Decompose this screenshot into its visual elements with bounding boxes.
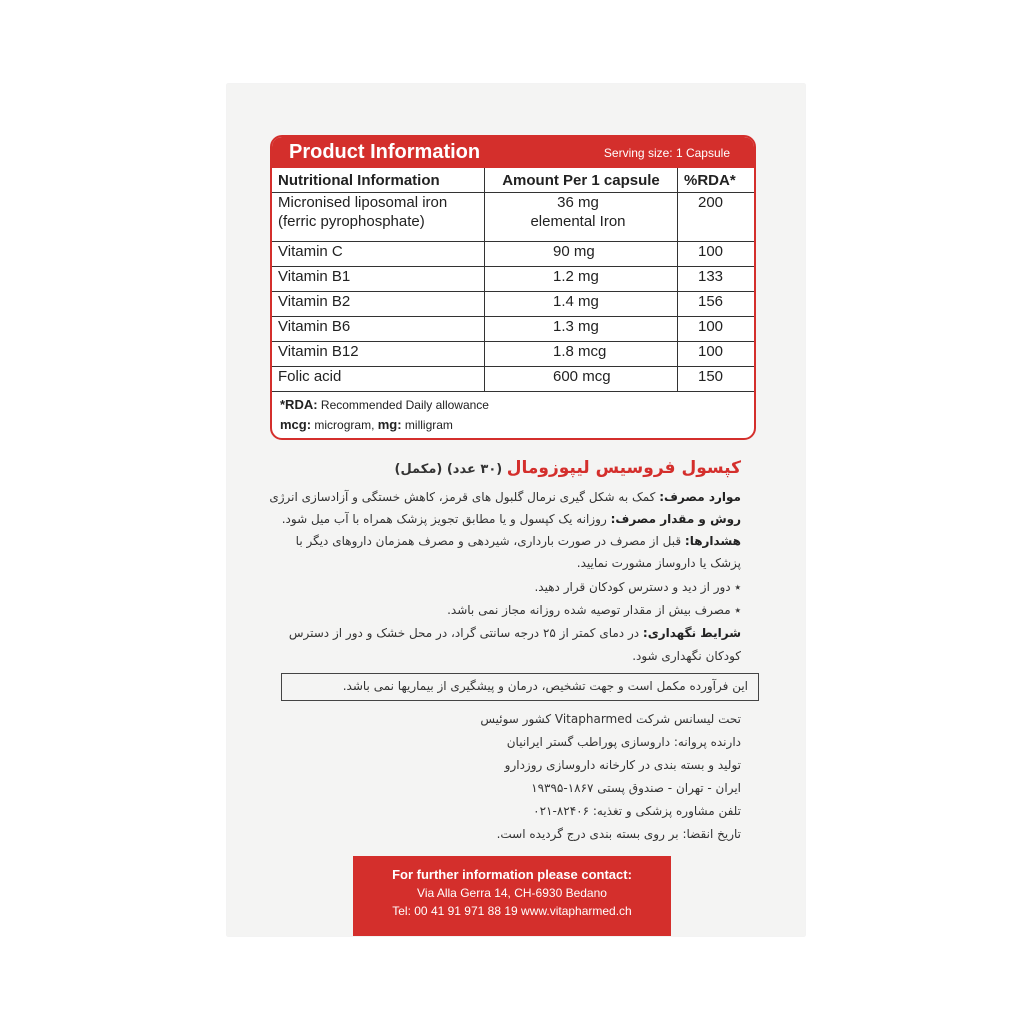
nutrient-name: Vitamin B1 <box>272 267 485 292</box>
nutrient-rda: 133 <box>678 267 755 292</box>
table-row <box>272 342 754 367</box>
iron-amount-line1: 36 mg <box>557 194 599 211</box>
nutrient-rda: 100 <box>678 342 755 367</box>
nutrient-amount: 1.4 mg <box>485 292 678 317</box>
nutrient-rda: 100 <box>678 317 755 342</box>
persian-title-sub: (۳۰ عدد) (مکمل) <box>394 462 507 477</box>
col-header-nutrition: Nutritional Information <box>272 168 485 193</box>
producer-line: تولید و بسته بندی در کارخانه داروسازی روزدارو <box>504 758 741 772</box>
bullet-children: ٭ دور از دید و دسترس کودکان قرار دهید. <box>534 580 741 594</box>
col-header-amount: Amount Per 1 capsule <box>485 168 678 193</box>
contact-phone-web: Tel: 00 41 91 971 88 19 www.vitapharmed.ch <box>392 904 632 918</box>
warning-text: قبل از مصرف در صورت بارداری، شیردهی و مصرف همزمان داروهای دیگر با <box>295 534 685 548</box>
persian-product-title <box>395 458 741 478</box>
warning-line <box>296 534 741 548</box>
footnote-mcg-text: microgram, <box>311 418 378 432</box>
iron-name-line2: (ferric pyrophosphate) <box>278 213 425 230</box>
nutrition-table <box>272 168 754 392</box>
contact-address: Via Alla Gerra 14, CH-6930 Bedano <box>417 886 607 900</box>
address-line: ایران - تهران - صندوق پستی ۱۸۶۷-۱۹۳۹۵ <box>531 781 741 795</box>
storage-line <box>289 626 741 640</box>
panel-title: Product Information <box>289 141 481 163</box>
dose-text: روزانه یک کپسول و یا مطابق تجویز پزشک همراه با آب میل شود. <box>281 512 611 526</box>
nutrient-name: Vitamin B12 <box>272 342 485 367</box>
table-row <box>272 267 754 292</box>
panel-header <box>272 137 754 168</box>
storage-label: شرایط نگهداری: <box>642 626 741 640</box>
dose-label: روش و مقدار مصرف: <box>610 512 741 526</box>
table-row <box>272 292 754 317</box>
iron-amount-line2: elemental Iron <box>530 213 626 230</box>
iron-amount-cell <box>485 193 678 242</box>
warning-label: هشدارها: <box>684 534 741 548</box>
footnote-mg-label: mg: <box>377 417 402 432</box>
persian-title-main: کپسول فروسیس لیپوزومال <box>506 458 741 478</box>
iron-name-line1: Micronised liposomal iron <box>278 194 448 211</box>
nutrient-amount: 1.2 mg <box>485 267 678 292</box>
footnote-rda <box>280 395 748 415</box>
table-header-row <box>272 168 754 193</box>
contact-heading: For further information please contact: <box>392 867 632 882</box>
license-line: تحت لیسانس شرکت Vitapharmed کشور سوئیس <box>480 712 741 726</box>
holder-line: دارنده پروانه: داروسازی پوراطب گستر ایرانیان <box>506 735 741 749</box>
nutrient-rda: 150 <box>678 367 755 392</box>
supplement-notice-box: این فرآورده مکمل است و جهت تشخیص، درمان و پیشگیری از بیماریها نمی باشد. <box>281 673 759 701</box>
nutrient-amount: 90 mg <box>485 242 678 267</box>
footnote-units <box>280 415 748 435</box>
nutrient-amount: 1.8 mcg <box>485 342 678 367</box>
nutrient-rda: 156 <box>678 292 755 317</box>
nutrient-name: Folic acid <box>272 367 485 392</box>
footnote-rda-text: Recommended Daily allowance <box>317 398 489 412</box>
bullet-dosage: ٭ مصرف بیش از مقدار توصیه شده روزانه مجاز نمی باشد. <box>447 603 741 617</box>
table-row <box>272 367 754 392</box>
nutrient-name: Vitamin C <box>272 242 485 267</box>
nutrient-name: Vitamin B2 <box>272 292 485 317</box>
iron-rda-cell: 200 <box>678 193 755 242</box>
storage-line-2: کودکان نگهداری شود. <box>632 649 741 663</box>
panel-footnotes <box>272 392 754 435</box>
table-row <box>272 317 754 342</box>
product-box-back <box>227 84 805 936</box>
contact-box <box>353 856 671 936</box>
dose-line <box>282 512 741 526</box>
usage-text: کمک به شکل گیری نرمال گلبول های قرمز، کاهش خستگی و آزادسازی انرژی <box>269 490 660 504</box>
warning-line-2: پزشک یا داروساز مشورت نمایید. <box>576 556 741 570</box>
footnote-mcg-label: mcg: <box>280 417 312 432</box>
footnote-rda-label: *RDA: <box>280 397 318 412</box>
storage-text: در دمای کمتر از ۲۵ درجه سانتی گراد، در محل خشک و دور از دسترس <box>288 626 643 640</box>
usage-label: موارد مصرف: <box>659 490 741 504</box>
col-header-rda: %RDA* <box>678 168 755 193</box>
nutrient-amount: 1.3 mg <box>485 317 678 342</box>
table-row-iron <box>272 193 754 242</box>
expiry-line: تاریخ انقضا: بر روی بسته بندی درج گردیده است. <box>496 827 741 841</box>
usage-line <box>269 490 741 504</box>
product-information-panel <box>270 135 756 440</box>
nutrient-rda: 100 <box>678 242 755 267</box>
table-row <box>272 242 754 267</box>
footnote-mg-text: milligram <box>401 418 453 432</box>
serving-size: Serving size: 1 Capsule <box>603 145 730 160</box>
nutrient-amount: 600 mcg <box>485 367 678 392</box>
phone-line: تلفن مشاوره پزشکی و تغذیه: ۸۲۴۰۶-۰۲۱ <box>533 804 741 818</box>
nutrient-name: Vitamin B6 <box>272 317 485 342</box>
iron-name-cell <box>272 193 485 242</box>
